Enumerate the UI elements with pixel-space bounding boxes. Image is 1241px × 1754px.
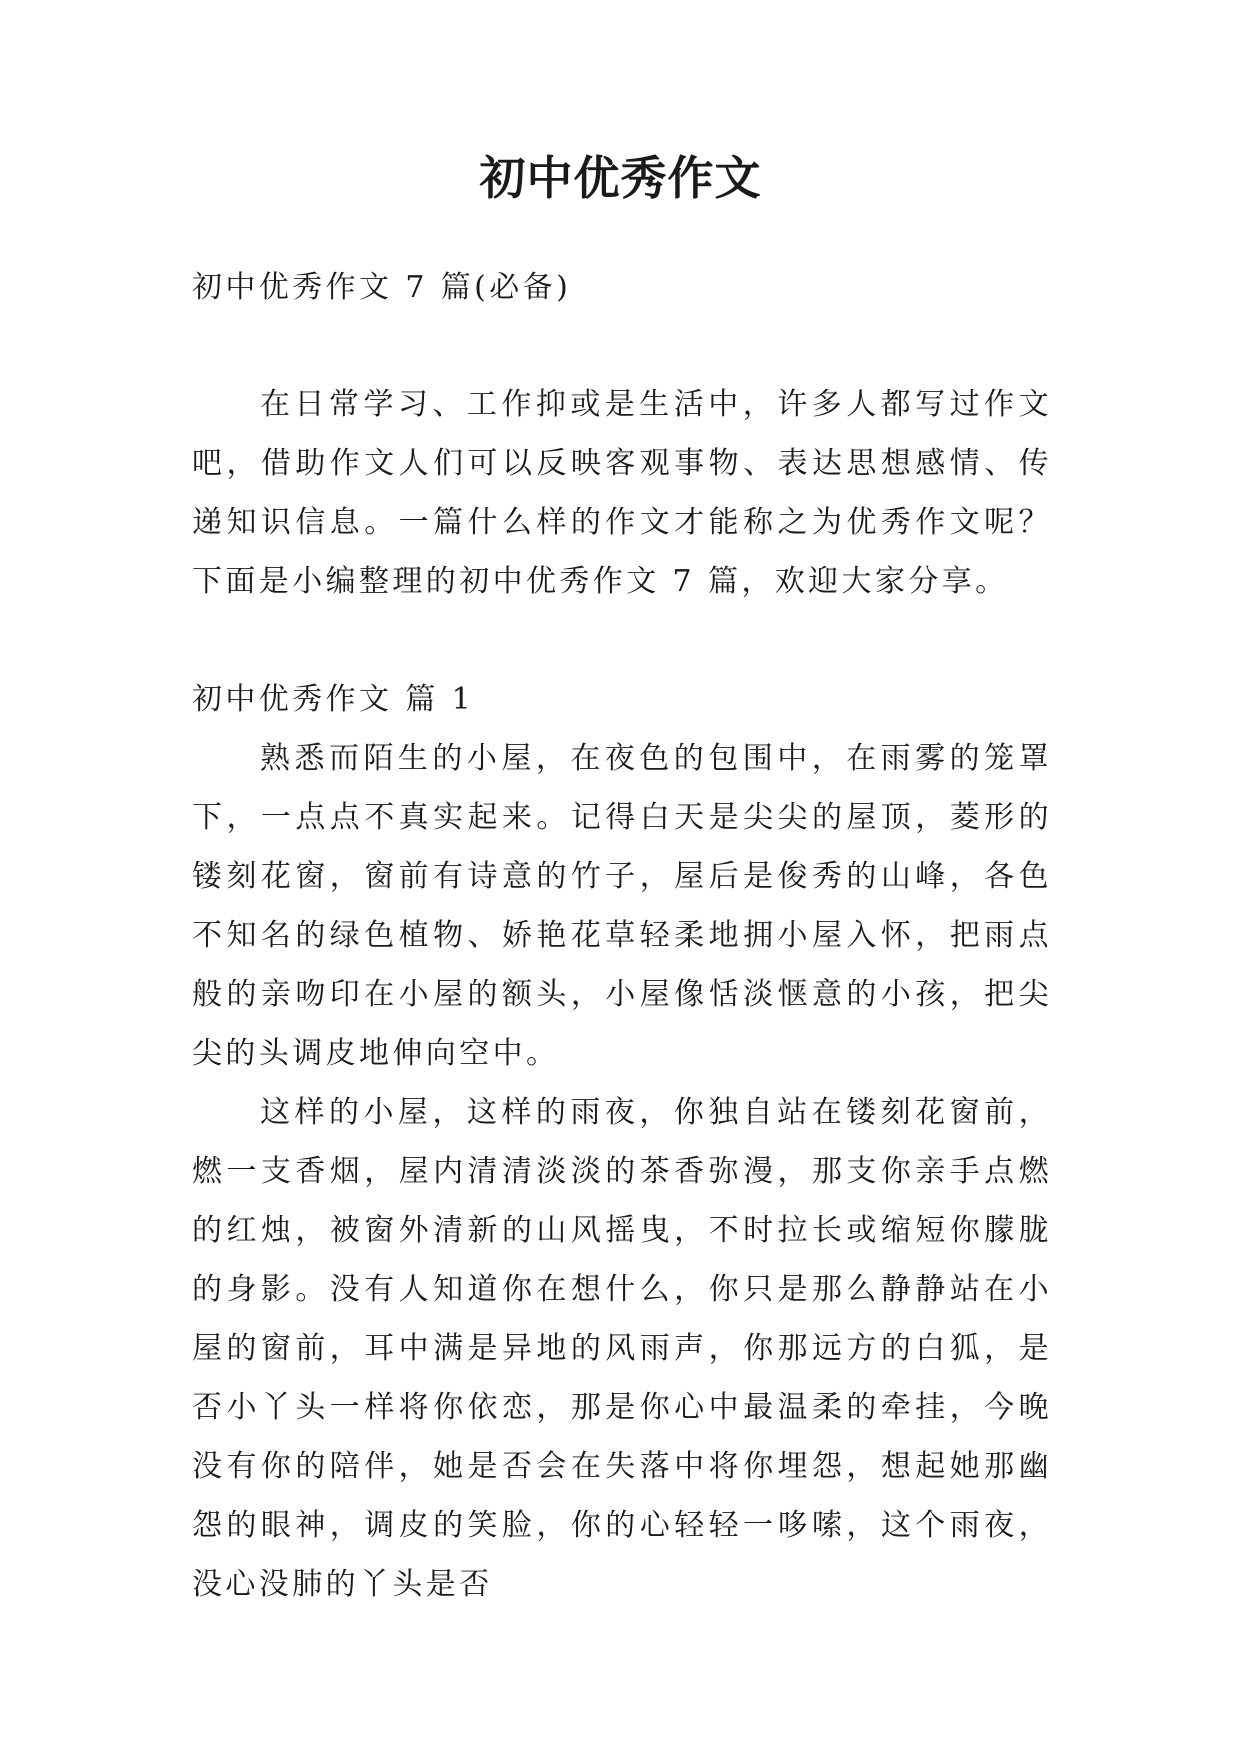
intro-paragraph: 在日常学习、工作抑或是生活中，许多人都写过作文吧，借助作文人们可以反映客观事物、表达思想感情、传递知识信息。一篇什么样的作文才能称之为优秀作文呢？下面是小编整理的初中优秀作文 7 篇，欢迎大家分享。 bbox=[192, 387, 1052, 599]
body-paragraph-2: 这样的小屋，这样的雨夜，你独自站在镂刻花窗前，燃一支香烟，屋内清清淡淡的茶香弥漫，那支你亲手点燃的红烛，被窗外清新的山风摇曳，不时拉长或缩短你朦胧的身影。没有人知道你在想什么，你只是那么静静站在小屋的窗前，耳中满是异地的风雨声，你那远方的白狐，是否小丫头一样将你依恋，那是你心中最温柔的牵挂，今晚没有你的陪伴，她是否会在失落中将你埋怨，想起她那幽怨的眼神，调皮的笑脸，你的心轻轻一哆嗦，这个雨夜，没心没肺的丫头是否 bbox=[192, 1095, 1052, 1602]
document-title: 初中优秀作文 bbox=[479, 151, 762, 205]
document-body bbox=[192, 258, 1052, 1614]
document-subtitle: 初中优秀作文 7 篇(必备) bbox=[192, 270, 572, 305]
body-paragraph-1: 熟悉而陌生的小屋，在夜色的包围中，在雨雾的笼罩下，一点点不真实起来。记得白天是尖尖的屋顶，菱形的镂刻花窗，窗前有诗意的竹子，屋后是俊秀的山峰，各色不知名的绿色植物、娇艳花草轻柔地拥小屋入怀，把雨点般的亲吻印在小屋的额头，小屋像恬淡惬意的小孩，把尖尖的头调皮地伸向空中。 bbox=[192, 741, 1052, 1071]
section-heading: 初中优秀作文 篇 1 bbox=[192, 682, 475, 717]
